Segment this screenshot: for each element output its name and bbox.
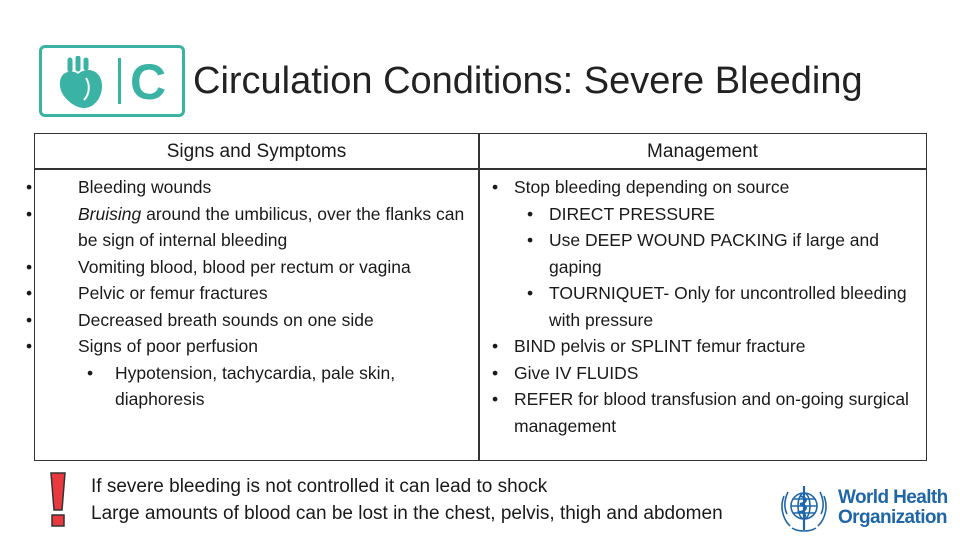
column-divider	[478, 134, 480, 460]
signs-header: Signs and Symptoms	[166, 141, 347, 162]
list-item	[485, 386, 925, 439]
who-name	[838, 488, 948, 528]
list-subitem	[485, 227, 925, 280]
list-subitem-text: Use DEEP WOUND PACKING if large and gaping	[549, 230, 880, 277]
list-item	[35, 333, 475, 360]
list-item	[35, 280, 475, 307]
list-item	[485, 360, 925, 387]
badge-letter: C	[130, 54, 167, 110]
warning-line: If severe bleeding is not controlled it can lead to shock	[91, 476, 548, 497]
who-logo	[776, 482, 954, 534]
list-item-text: Signs of poor perfusion	[78, 336, 258, 356]
who-emblem-icon	[776, 482, 832, 534]
exclamation-icon	[46, 470, 70, 528]
management-header: Management	[647, 141, 758, 162]
badge-divider	[118, 58, 121, 104]
list-item-text: Bleeding wounds	[78, 177, 212, 197]
list-item	[35, 307, 475, 334]
list-item-text: around the umbilicus, over the flanks can be sign of internal bleeding	[78, 203, 465, 250]
list-subitem	[35, 360, 475, 413]
content-table	[34, 133, 927, 461]
list-item-text: BIND pelvis or SPLINT femur fracture	[514, 336, 806, 356]
list-item	[35, 174, 475, 201]
list-item-text: Stop bleeding depending on source	[514, 177, 790, 197]
list-item	[485, 174, 925, 201]
list-item-emphasis: Bruising	[78, 203, 142, 224]
header-divider	[35, 168, 926, 170]
who-name-line: World Health	[838, 487, 948, 508]
warning-note	[91, 474, 723, 527]
list-item	[35, 254, 475, 281]
signs-list	[35, 174, 475, 413]
list-item	[35, 201, 475, 254]
heart-icon	[56, 56, 106, 110]
list-item-text: Decreased breath sounds on one side	[78, 309, 374, 330]
list-subitem-text: Hypotension, tachycardia, pale skin, diaphoresis	[115, 362, 396, 409]
management-list	[485, 174, 925, 439]
list-item-text: Pelvic or femur fractures	[78, 283, 268, 303]
list-subitem	[485, 201, 925, 228]
who-name-line: Organization	[838, 507, 947, 528]
page-title: Circulation Conditions: Severe Bleeding	[193, 60, 863, 102]
list-subitem-text: DIRECT PRESSURE	[549, 203, 715, 224]
list-item	[485, 333, 925, 360]
list-item-text: Give IV FLUIDS	[514, 362, 639, 383]
list-subitem-text: TOURNIQUET- Only for uncontrolled bleeding with pressure	[549, 283, 907, 330]
list-item-text: REFER for blood transfusion and on-going surgical management	[514, 389, 909, 436]
warning-line: Large amounts of blood can be lost in the chest, pelvis, thigh and abdomen	[91, 502, 723, 524]
circulation-badge	[39, 45, 185, 117]
list-item-text: Vomiting blood, blood per rectum or vagina	[78, 256, 411, 277]
list-subitem	[485, 280, 925, 333]
